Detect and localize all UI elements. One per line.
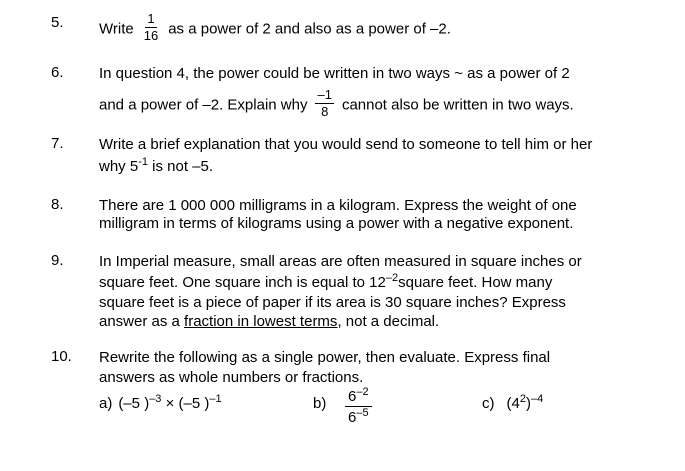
question-7-line-2: why $5^{-1}$ is not –5. <box>99 156 214 175</box>
q10-part-b-fraction: $6^{-2}$ $6^{-5}$ <box>345 388 372 426</box>
q10-part-b: b) <box>313 395 327 412</box>
question-5-number: 5. <box>51 14 64 31</box>
question-10-number: 10. <box>51 348 72 365</box>
question-7-number: 7. <box>51 135 64 152</box>
question-5-text <box>99 11 639 45</box>
q9-exponent: –2 <box>385 272 399 284</box>
q5-post: as a power of 2 and also as a power of –2. <box>168 20 451 38</box>
question-9-line-2: square feet. One square inch is equal to $12^{-2}square$ feet. How many <box>99 272 553 291</box>
q5-fraction: $\frac{1}{16}$ <box>143 11 159 43</box>
q10-part-a: a) (–5 )$^{-3}$ × (–5 )$^{-1}$ <box>99 393 222 412</box>
question-6-line-2: and a power of –2. Explain why $\frac{-1}{8}$ cannot also be written in two ways. <box>99 87 574 119</box>
q5-pre: Write <box>99 20 134 38</box>
question-10-line-2: answers as whole numbers or fractions. <box>99 369 364 386</box>
question-8-number: 8. <box>51 196 64 213</box>
question-6-line-1: In question 4, the power could be written in two ways ~ as a power of 2 <box>99 65 570 82</box>
question-8-line-1: There are 1 000 000 milligrams in a kilogram. Express the weight of one <box>99 197 577 214</box>
q7-exponent: -1 <box>138 156 148 168</box>
question-8-line-2: milligram in terms of kilograms using a power with a negative exponent. <box>99 215 574 232</box>
question-9-line-4: answer as a fraction in lowest terms, not a decimal. <box>99 313 440 330</box>
question-7-line-1: Write a brief explanation that you would send to someone to tell him or her <box>99 136 593 153</box>
question-9-number: 9. <box>51 252 64 269</box>
q6-fraction: $\frac{-1}{8}$ <box>317 87 332 119</box>
q10-part-c: c) $(4^2)^{-4}$ <box>482 393 544 412</box>
question-6-number: 6. <box>51 64 64 81</box>
question-9-line-1: In Imperial measure, small areas are often measured in square inches or <box>99 253 582 270</box>
question-10-line-1: Rewrite the following as a single power, then evaluate. Express final <box>99 349 551 366</box>
q9-underlined-phrase: fraction in lowest terms <box>184 313 338 330</box>
question-9-line-3: square feet is a piece of paper if its area is 30 square inches? Express <box>99 294 566 311</box>
